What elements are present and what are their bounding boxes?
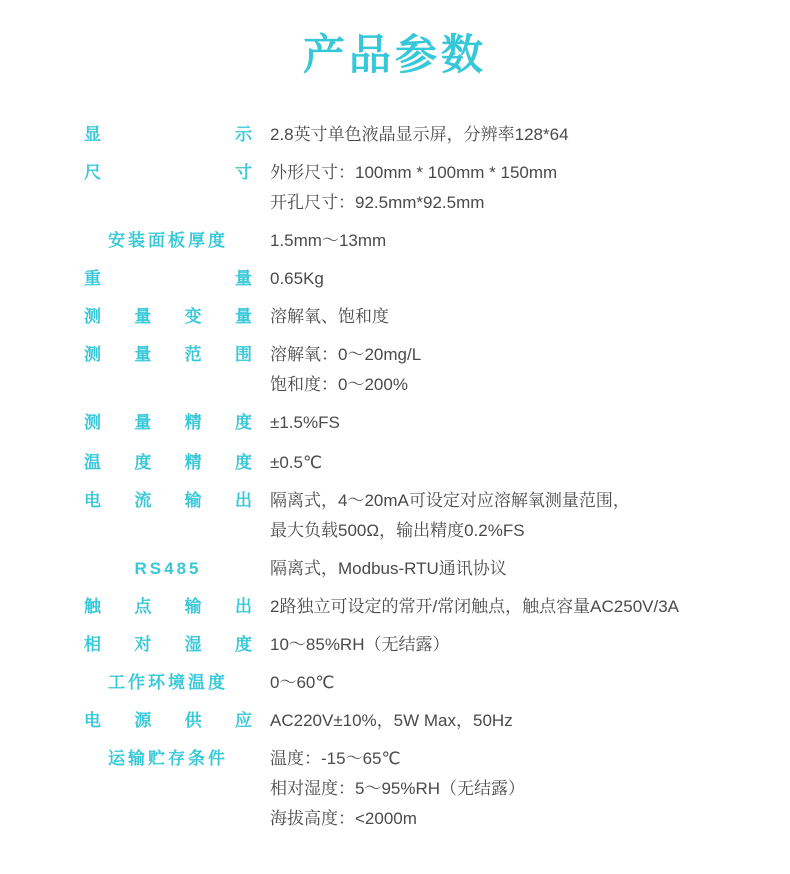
spec-value-line: ±0.5℃	[270, 453, 323, 473]
spec-label: 测量变量	[84, 307, 252, 327]
spec-label: 测量精度	[84, 413, 252, 433]
spec-value	[252, 668, 724, 706]
spec-label: 尺寸	[84, 163, 252, 183]
table-row	[84, 554, 724, 592]
spec-value-line: 温度：-15～65℃	[270, 749, 401, 769]
spec-label: 安装面板厚度	[108, 231, 228, 251]
spec-value-line: 10～85%RH（无结露）	[270, 635, 450, 655]
spec-value-line: AC220V±10%，5W Max，50Hz	[270, 711, 513, 731]
spec-value	[252, 226, 724, 264]
spec-value-line: 饱和度：0～200%	[270, 375, 408, 395]
spec-value-line: 最大负载500Ω，输出精度0.2%FS	[270, 521, 525, 541]
spec-label: 重量	[84, 269, 252, 289]
spec-value	[252, 340, 724, 408]
table-row	[84, 120, 724, 158]
spec-value	[252, 592, 724, 630]
spec-value-line: 2.8英寸单色液晶显示屏，分辨率128*64	[270, 125, 569, 145]
spec-label: 电流输出	[84, 491, 252, 511]
spec-value-line: 0～60℃	[270, 673, 335, 693]
spec-value-line: 隔离式，4～20mA可设定对应溶解氧测量范围，	[270, 491, 630, 511]
spec-value-line: 1.5mm～13mm	[270, 231, 387, 251]
spec-label: 测量范围	[84, 345, 252, 365]
spec-label: 工作环境温度	[108, 673, 228, 693]
spec-value-line: 0.65Kg	[270, 269, 324, 289]
spec-label: 显示	[84, 125, 252, 145]
spec-value-line: 开孔尺寸：92.5mm*92.5mm	[270, 193, 485, 213]
spec-value-line: 溶解氧、饱和度	[270, 307, 389, 327]
table-row	[84, 448, 724, 486]
spec-label: 触点输出	[84, 597, 252, 617]
table-row	[84, 408, 724, 448]
table-row	[84, 744, 724, 842]
spec-value-line: 2路独立可设定的常开/常闭触点，触点容量AC250V/3A	[270, 597, 680, 617]
table-row	[84, 226, 724, 264]
spec-value	[252, 120, 724, 158]
spec-value	[252, 554, 724, 592]
table-row	[84, 486, 724, 554]
page-title: 产品参数	[302, 31, 487, 78]
table-row	[84, 668, 724, 706]
spec-value	[252, 264, 724, 302]
spec-label: RS485	[134, 559, 202, 579]
spec-value	[252, 158, 724, 226]
spec-value	[252, 408, 724, 448]
spec-value-line: 相对湿度：5～95%RH（无结露）	[270, 779, 526, 799]
spec-value-line: 海拔高度：<2000m	[270, 809, 417, 829]
spec-label: 相对湿度	[84, 635, 252, 655]
spec-value	[252, 706, 724, 744]
table-row	[84, 302, 724, 340]
spec-value-line: ±1.5%FS	[270, 413, 340, 433]
spec-value-line: 溶解氧：0～20mg/L	[270, 345, 422, 365]
spec-label: 运输贮存条件	[108, 749, 228, 769]
spec-value	[252, 448, 724, 486]
spec-value	[252, 630, 724, 668]
table-row	[84, 340, 724, 408]
spec-label: 电源供应	[84, 711, 252, 731]
table-row	[84, 158, 724, 226]
spec-table-body	[84, 120, 724, 842]
spec-value-line: 外形尺寸：100mm * 100mm * 150mm	[270, 163, 558, 183]
specifications-table	[84, 120, 724, 842]
spec-value	[252, 486, 724, 554]
table-row	[84, 630, 724, 668]
table-row	[84, 706, 724, 744]
spec-label: 温度精度	[84, 453, 252, 473]
spec-value	[252, 744, 724, 842]
spec-value	[252, 302, 724, 340]
spec-value-line: 隔离式，Modbus-RTU通讯协议	[270, 559, 507, 579]
table-row	[84, 264, 724, 302]
table-row	[84, 592, 724, 630]
